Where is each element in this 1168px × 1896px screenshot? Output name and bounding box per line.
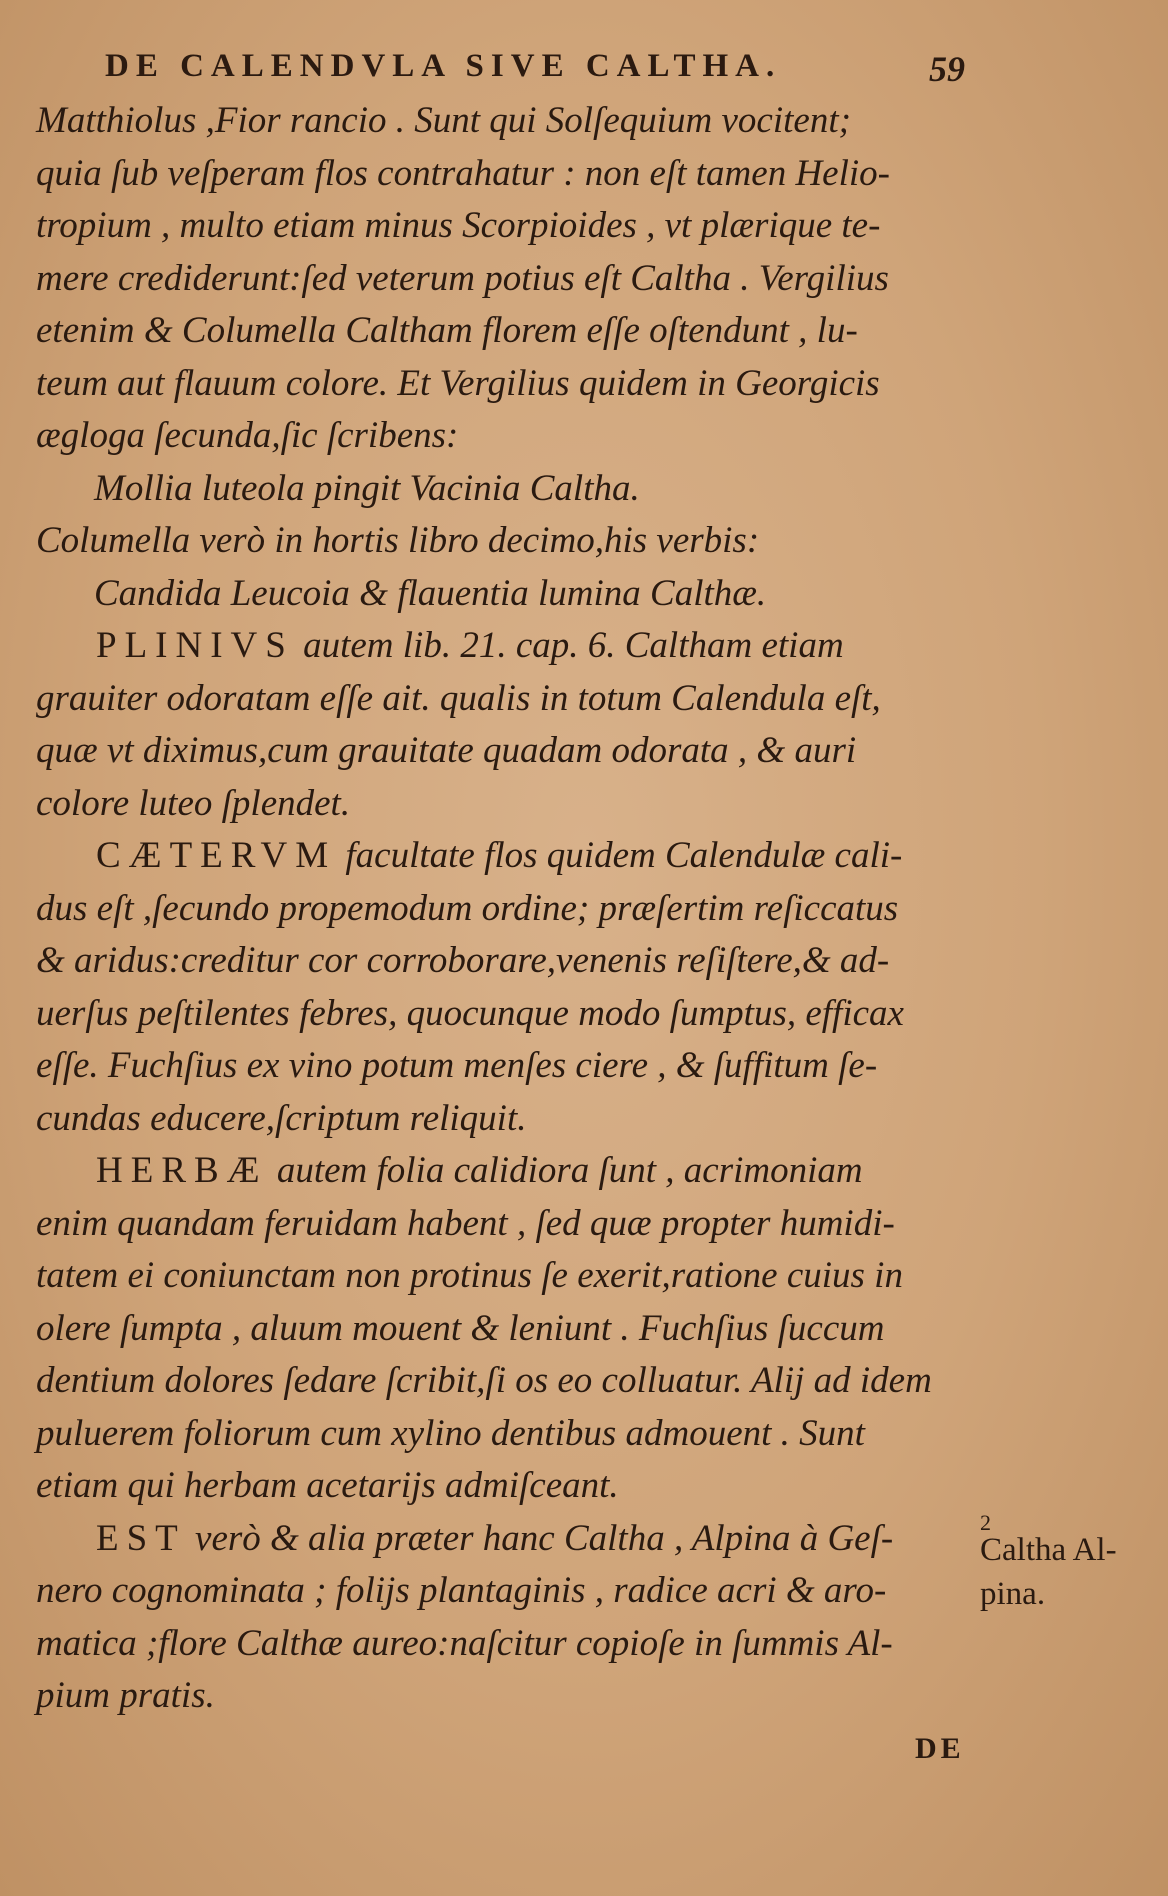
marginal-note bbox=[980, 1512, 1160, 1616]
text-line: matica ;flore Calthæ aureo:naſcitur copioſe in ſummis Al- bbox=[36, 1622, 893, 1664]
body-text bbox=[36, 95, 976, 1723]
text-line: nero cognominata ; folijs plantaginis , radice acri & aro- bbox=[36, 1570, 887, 1611]
text-line: cundas educere,ſcriptum reliquit. bbox=[36, 1097, 527, 1139]
verse-quotation: Candida Leucoia & flauentia lumina Calthæ. bbox=[94, 572, 767, 614]
paragraph-start: HERBÆ autem folia calidiora ſunt , acrimoniam bbox=[96, 1150, 863, 1191]
marginal-note-number: 2 bbox=[980, 1510, 991, 1535]
text-line: tropium , multo etiam minus Scorpioides , vt plærique te- bbox=[36, 205, 881, 246]
text-line: dentium dolores ſedare ſcribit,ſi os eo colluatur. Alij ad idem bbox=[36, 1360, 932, 1401]
text-line: quia ſub veſperam flos contrahatur : non eſt tamen Helio- bbox=[36, 152, 890, 194]
paragraph-start: CÆTERVM facultate flos quidem Calendulæ cali- bbox=[96, 835, 903, 876]
verse-quotation: Mollia luteola pingit Vacinia Caltha. bbox=[94, 467, 640, 509]
text-line: puluerem foliorum cum xylino dentibus admouent . Sunt bbox=[36, 1412, 865, 1454]
text-line: mere crediderunt:ſed veterum potius eſt Caltha . Vergilius bbox=[36, 257, 889, 299]
text-line: colore luteo ſplendet. bbox=[36, 782, 351, 824]
text-line: etiam qui herbam acetarijs admiſceant. bbox=[36, 1465, 619, 1506]
text-line: Matthiolus ,Fior rancio . Sunt qui Solſequium vocitent; bbox=[36, 100, 851, 141]
running-head-title: DE CALENDVLA SIVE CALTHA. bbox=[105, 48, 782, 84]
text-line: etenim & Columella Caltham florem eſſe oſtendunt , lu- bbox=[36, 310, 858, 351]
catchword: DE bbox=[915, 1732, 965, 1765]
paragraph-start: EST verò & alia præter hanc Caltha , Alpina à Geſ- bbox=[96, 1517, 894, 1559]
text-line: eſſe. Fuchſius ex vino potum menſes ciere , & ſuffitum ſe- bbox=[36, 1045, 878, 1086]
page-number: 59 bbox=[929, 49, 965, 89]
text-line: ægloga ſecunda,ſic ſcribens: bbox=[36, 415, 459, 456]
text-line: tatem ei coniunctam non protinus ſe exerit,ratione cuius in bbox=[36, 1255, 903, 1296]
running-head bbox=[105, 48, 965, 98]
text-line: Columella verò in hortis libro decimo,his verbis: bbox=[36, 520, 760, 561]
text-line: teum aut flauum colore. Et Vergilius quidem in Georgicis bbox=[36, 362, 880, 404]
marginal-note-line: pina. bbox=[980, 1576, 1046, 1612]
text-line: olere ſumpta , aluum mouent & leniunt . Fuchſius ſuccum bbox=[36, 1307, 885, 1349]
paragraph-start: PLINIVS autem lib. 21. cap. 6. Caltham etiam bbox=[96, 625, 844, 666]
text-line: pium pratis. bbox=[36, 1675, 215, 1716]
text-line: uerſus peſtilentes febres, quocunque modo ſumptus, efficax bbox=[36, 992, 904, 1034]
text-line: grauiter odoratam eſſe ait. qualis in totum Calendula eſt, bbox=[36, 677, 881, 719]
text-line: dus eſt ,ſecundo propemodum ordine; præſertim reſiccatus bbox=[36, 887, 899, 929]
marginal-note-line: Caltha Al- bbox=[980, 1532, 1117, 1568]
text-line: quæ vt diximus,cum grauitate quadam odorata , & auri bbox=[36, 730, 857, 771]
text-line: enim quandam feruidam habent , ſed quæ propter humidi- bbox=[36, 1202, 895, 1244]
text-line: & aridus:creditur cor corroborare,venenis reſiſtere,& ad- bbox=[36, 940, 890, 981]
